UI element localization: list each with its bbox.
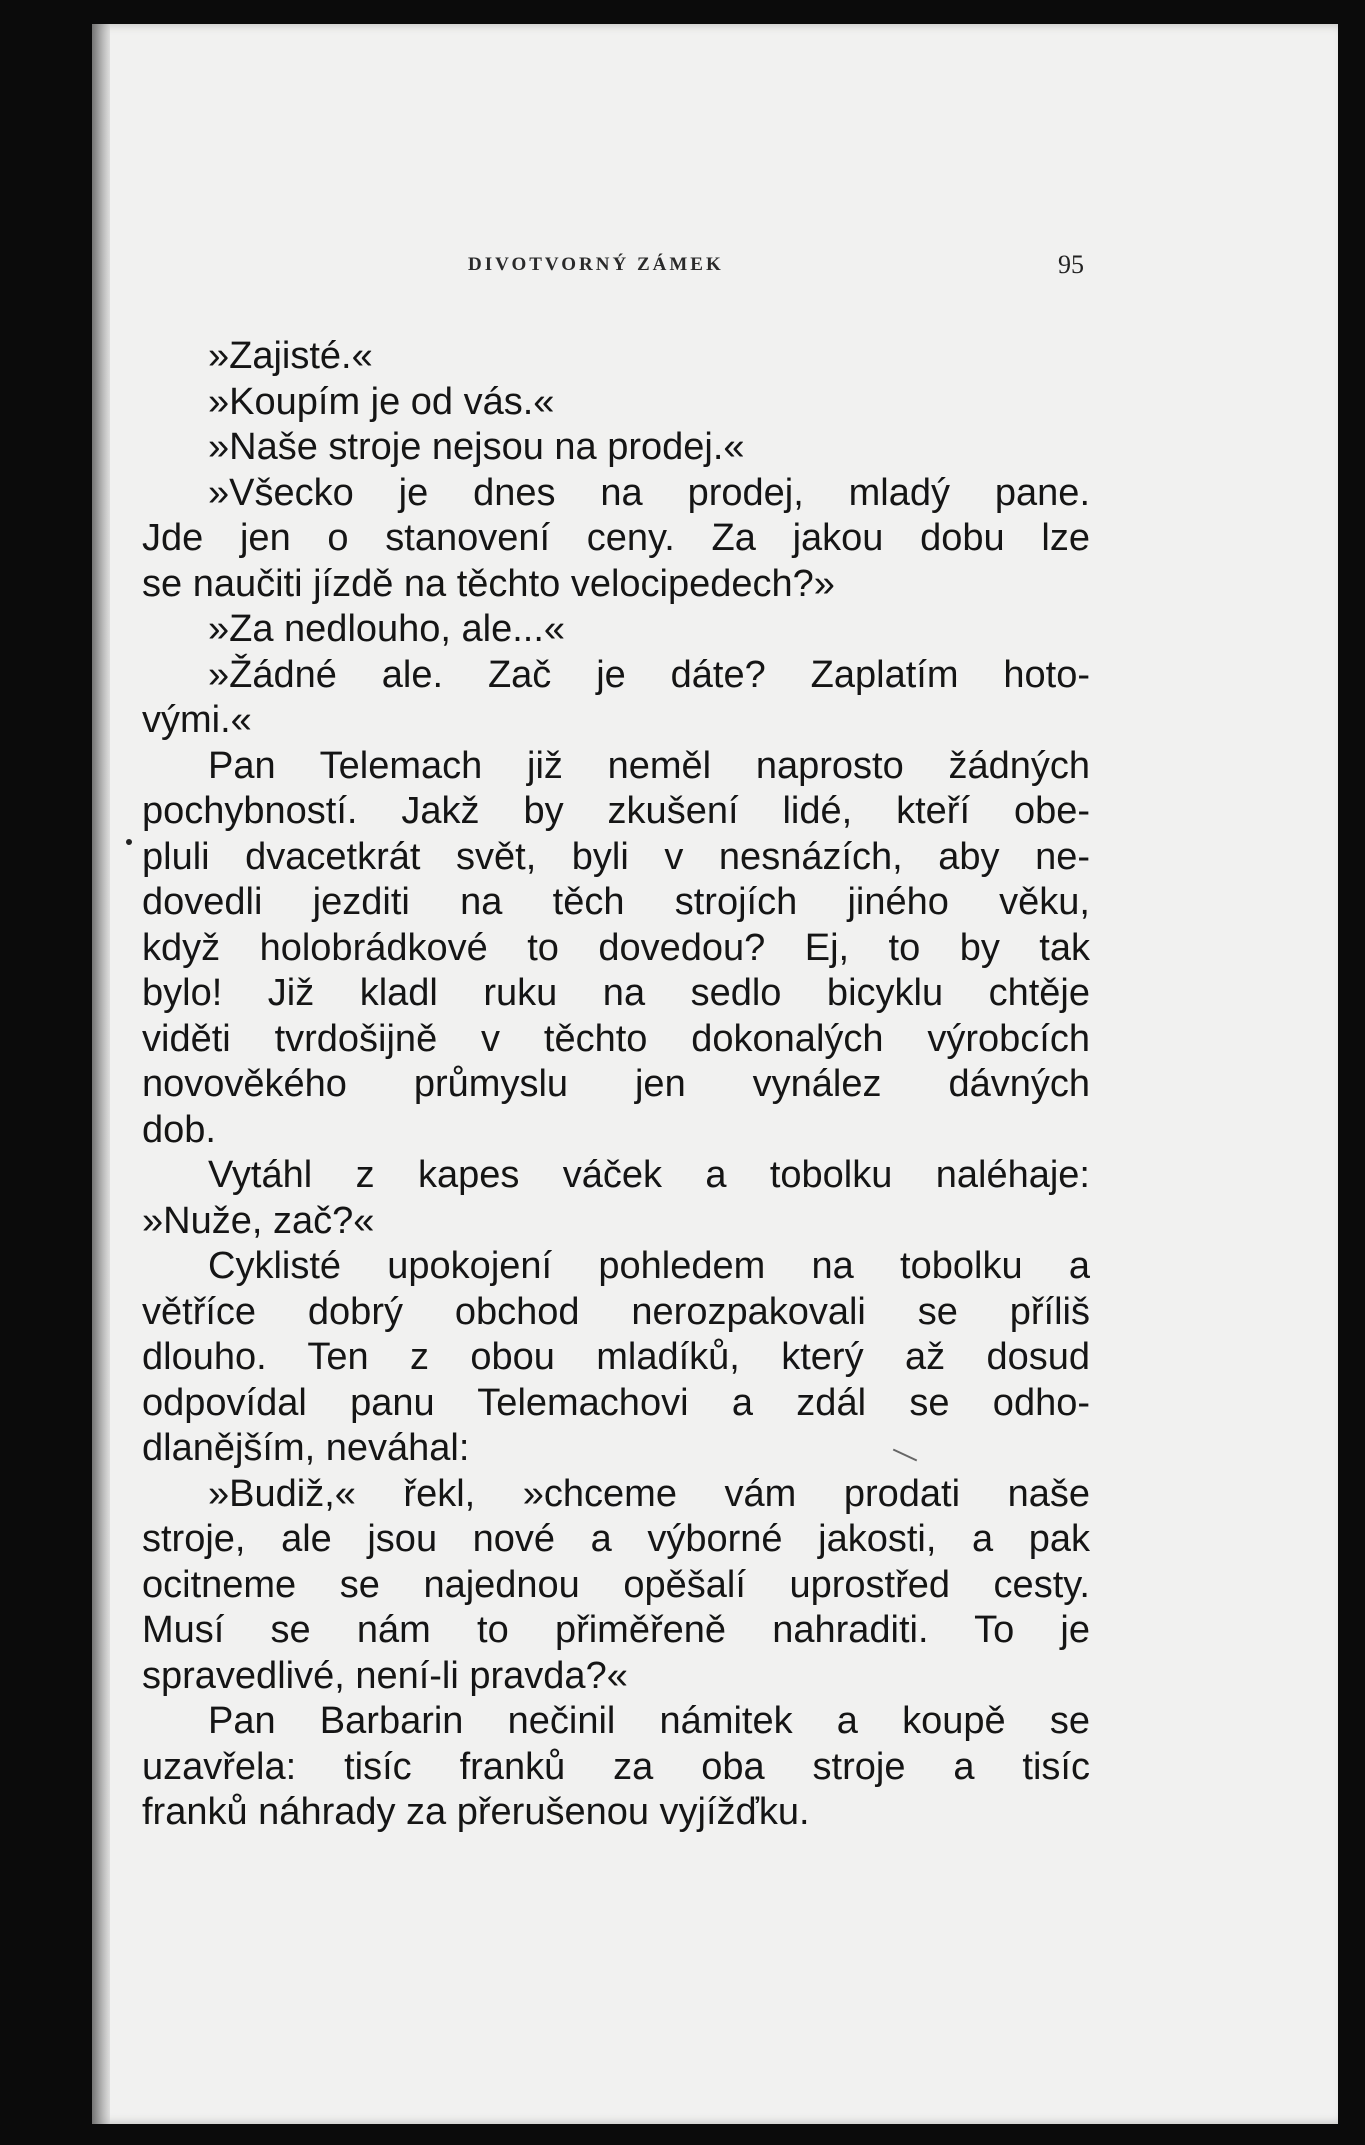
paragraph	[142, 653, 1090, 744]
text-line: se naučiti jízdě na těchto velocipedech?»	[142, 562, 835, 605]
text-line: když holobrádkové to dovedou? Ej, to by tak	[142, 926, 1090, 969]
text-line: »Žádné ale. Zač je dáte? Zaplatím hoto-	[208, 653, 1090, 696]
text-line: »Koupím je od vás.«	[208, 380, 555, 423]
text-line: Vytáhl z kapes váček a tobolku naléhaje:	[208, 1154, 1090, 1196]
paragraph	[142, 380, 1090, 426]
text-line: Musí se nám to přiměřeně nahraditi. To je	[142, 1609, 1090, 1651]
text-line: franků náhrady za přerušenou vyjížďku.	[142, 1791, 810, 1833]
text-line: »Za nedlouho, ale...«	[208, 608, 566, 650]
paragraph	[142, 334, 1090, 380]
text-line: »Nuže, zač?«	[142, 1199, 375, 1242]
text-line: dovedli jezditi na těch strojích jiného věku,	[142, 881, 1090, 923]
body-text	[142, 334, 1090, 1836]
text-line: dlanějším, neváhal:	[142, 1427, 470, 1469]
text-line: viděti tvrdošijně v těchto dokonalých výrobcích	[142, 1017, 1090, 1060]
text-line: dlouho. Ten z obou mladíků, který až dosud	[142, 1336, 1090, 1378]
paragraph	[142, 425, 1090, 471]
paragraph	[142, 1153, 1090, 1244]
text-line: stroje, ale jsou nové a výborné jakosti, a pak	[142, 1518, 1090, 1560]
text-line: vými.«	[142, 699, 252, 741]
text-line: novověkého průmyslu jen vynález dávných	[142, 1063, 1090, 1105]
paragraph	[142, 744, 1090, 1154]
text-line: Pan Barbarin nečinil námitek a koupě se	[208, 1700, 1090, 1742]
text-line: odpovídal panu Telemachovi a zdál se odho-	[142, 1381, 1090, 1424]
text-line: pochybností. Jakž by zkušení lidé, kteří obe-	[142, 790, 1090, 832]
paragraph	[142, 1244, 1090, 1472]
text-line: dob.	[142, 1108, 216, 1151]
paragraph	[142, 471, 1090, 608]
text-line: Jde jen o stanovení ceny. Za jakou dobu lze	[142, 517, 1090, 559]
text-line: »Naše stroje nejsou na prodej.«	[208, 426, 745, 468]
book-page	[92, 24, 1338, 2124]
text-line: »Zajisté.«	[208, 335, 373, 377]
text-line: Pan Telemach již neměl naprosto žádných	[208, 744, 1090, 787]
text-line: »Budiž,« řekl, »chceme vám prodati naše	[208, 1472, 1090, 1515]
running-title: DIVOTVORNÝ ZÁMEK	[468, 254, 724, 275]
dust-speck	[126, 839, 132, 845]
paragraph	[142, 607, 1090, 653]
page-header	[92, 234, 1338, 284]
text-line: větříce dobrý obchod nerozpakovali se příliš	[142, 1290, 1090, 1333]
text-line: spravedlivé, není-li pravda?«	[142, 1654, 628, 1697]
text-line: Cyklisté upokojení pohledem na tobolku a	[208, 1245, 1090, 1287]
text-line: ocitneme se najednou opěšalí uprostřed cesty.	[142, 1563, 1090, 1606]
text-line: uzavřela: tisíc franků za oba stroje a tisíc	[142, 1745, 1090, 1788]
text-line: »Všecko je dnes na prodej, mladý pane.	[208, 471, 1090, 514]
text-line: pluli dvacetkrát svět, byli v nesnázích, aby ne-	[142, 835, 1090, 878]
text-line: bylo! Již kladl ruku na sedlo bicyklu chtěje	[142, 972, 1090, 1014]
page-gutter-shadow	[92, 24, 110, 2124]
paragraph	[142, 1472, 1090, 1700]
page-number: 95	[1058, 250, 1084, 279]
paragraph	[142, 1699, 1090, 1836]
